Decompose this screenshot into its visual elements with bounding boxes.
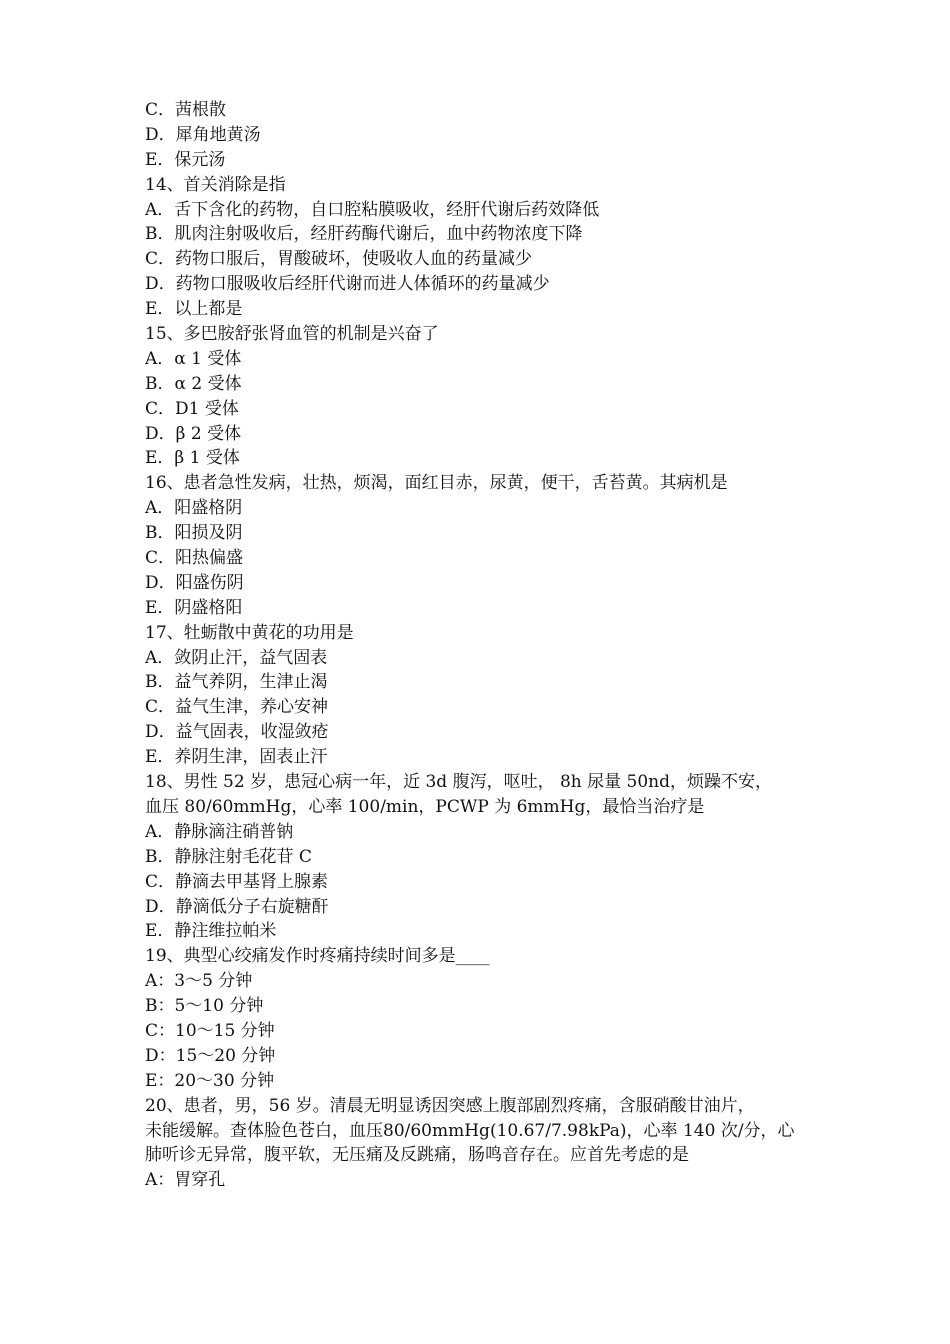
q15-option-c: C．D1 受体 bbox=[145, 398, 239, 419]
q15-option-b: B．α 2 受体 bbox=[145, 373, 242, 394]
q19-option-e: E：20～30 分钟 bbox=[145, 1070, 275, 1091]
q20-option-a: A：胃穿孔 bbox=[145, 1170, 226, 1191]
question-15: 15、多巴胺舒张肾血管的机制是兴奋了 bbox=[145, 324, 439, 345]
question-16: 16、患者急性发病，壮热，烦渴，面红目赤，尿黄，便干，舌苔黄。其病机是 bbox=[145, 473, 728, 494]
q16-option-d: D．阳盛伤阴 bbox=[145, 572, 244, 593]
document-body bbox=[145, 98, 815, 1193]
question-20: 20、患者，男，56 岁。清晨无明显诱因突感上腹部剧烈疼痛，含服硝酸甘油片， bbox=[145, 1095, 755, 1116]
q19-option-d: D：15～20 分钟 bbox=[145, 1045, 276, 1066]
q16-option-e: E．阴盛格阳 bbox=[145, 597, 243, 618]
question-18: 18、男性 52 岁，患冠心病一年，近 3d 腹泻，呕吐， 8h 尿量 50nd，烦躁不安， bbox=[145, 772, 773, 793]
q19-option-b: B：5～10 分钟 bbox=[145, 996, 264, 1017]
q17-option-e: E．养阴生津，固表止汗 bbox=[145, 747, 328, 768]
q15-option-a: A．α 1 受体 bbox=[145, 348, 242, 369]
q16-option-c: C．阳热偏盛 bbox=[145, 548, 244, 569]
q14-option-c: C．药物口服后，胃酸破坏，使吸收人血的药量减少 bbox=[145, 249, 533, 270]
question-19: 19、典型心绞痛发作时疼痛持续时间多是____ bbox=[145, 946, 490, 967]
q14-option-e: E．以上都是 bbox=[145, 299, 243, 320]
q15-option-e: E．β 1 受体 bbox=[145, 448, 240, 469]
q18-option-d: D．静滴低分子右旋糖酐 bbox=[145, 896, 329, 917]
q18-option-b: B．静脉注射毛花苷 C bbox=[145, 846, 312, 867]
question-17: 17、牡蛎散中黄花的功用是 bbox=[145, 622, 354, 643]
question-20-cont-1: 未能缓解。查体脸色苍白，血压80/60mmHg(10.67/7.98kPa)，心率 140 次/分，心 bbox=[145, 1120, 795, 1141]
q17-option-c: C．益气生津，养心安神 bbox=[145, 697, 329, 718]
q14-option-d: D．药物口服吸收后经肝代谢而进人体循环的药量减少 bbox=[145, 274, 550, 295]
q15-option-d: D．β 2 受体 bbox=[145, 423, 242, 444]
question-18-cont: 血压 80/60mmHg，心率 100/min，PCWP 为 6mmHg，最恰当治疗是 bbox=[145, 796, 705, 817]
option-c-line: C．茜根散 bbox=[145, 100, 227, 120]
q18-option-a: A．静脉滴注硝普钠 bbox=[145, 821, 294, 842]
option-e-line: E．保元汤 bbox=[145, 149, 226, 170]
q14-option-a: A．舌下含化的药物，自口腔粘膜吸收，经肝代谢后药效降低 bbox=[145, 199, 600, 220]
q17-option-b: B．益气养阴，生津止渴 bbox=[145, 672, 328, 693]
q14-option-b: B．肌肉注射吸收后，经肝药酶代谢后，血中药物浓度下降 bbox=[145, 224, 583, 245]
q19-option-c: C：10～15 分钟 bbox=[145, 1020, 275, 1041]
option-d-line: D．犀角地黄汤 bbox=[145, 124, 261, 145]
q18-option-e: E．静注维拉帕米 bbox=[145, 921, 277, 942]
q18-option-c: C．静滴去甲基肾上腺素 bbox=[145, 871, 329, 892]
q17-option-d: D．益气固表，收湿敛疮 bbox=[145, 722, 329, 743]
question-14: 14、首关消除是指 bbox=[145, 174, 286, 195]
q16-option-b: B．阳损及阴 bbox=[145, 523, 243, 544]
q19-option-a: A：3～5 分钟 bbox=[145, 971, 253, 992]
q17-option-a: A．敛阴止汗，益气固表 bbox=[145, 647, 328, 668]
question-20-cont-2: 肺听诊无异常，腹平软，无压痛及反跳痛，肠鸣音存在。应首先考虑的是 bbox=[145, 1145, 689, 1166]
q16-option-a: A．阳盛格阴 bbox=[145, 498, 243, 519]
